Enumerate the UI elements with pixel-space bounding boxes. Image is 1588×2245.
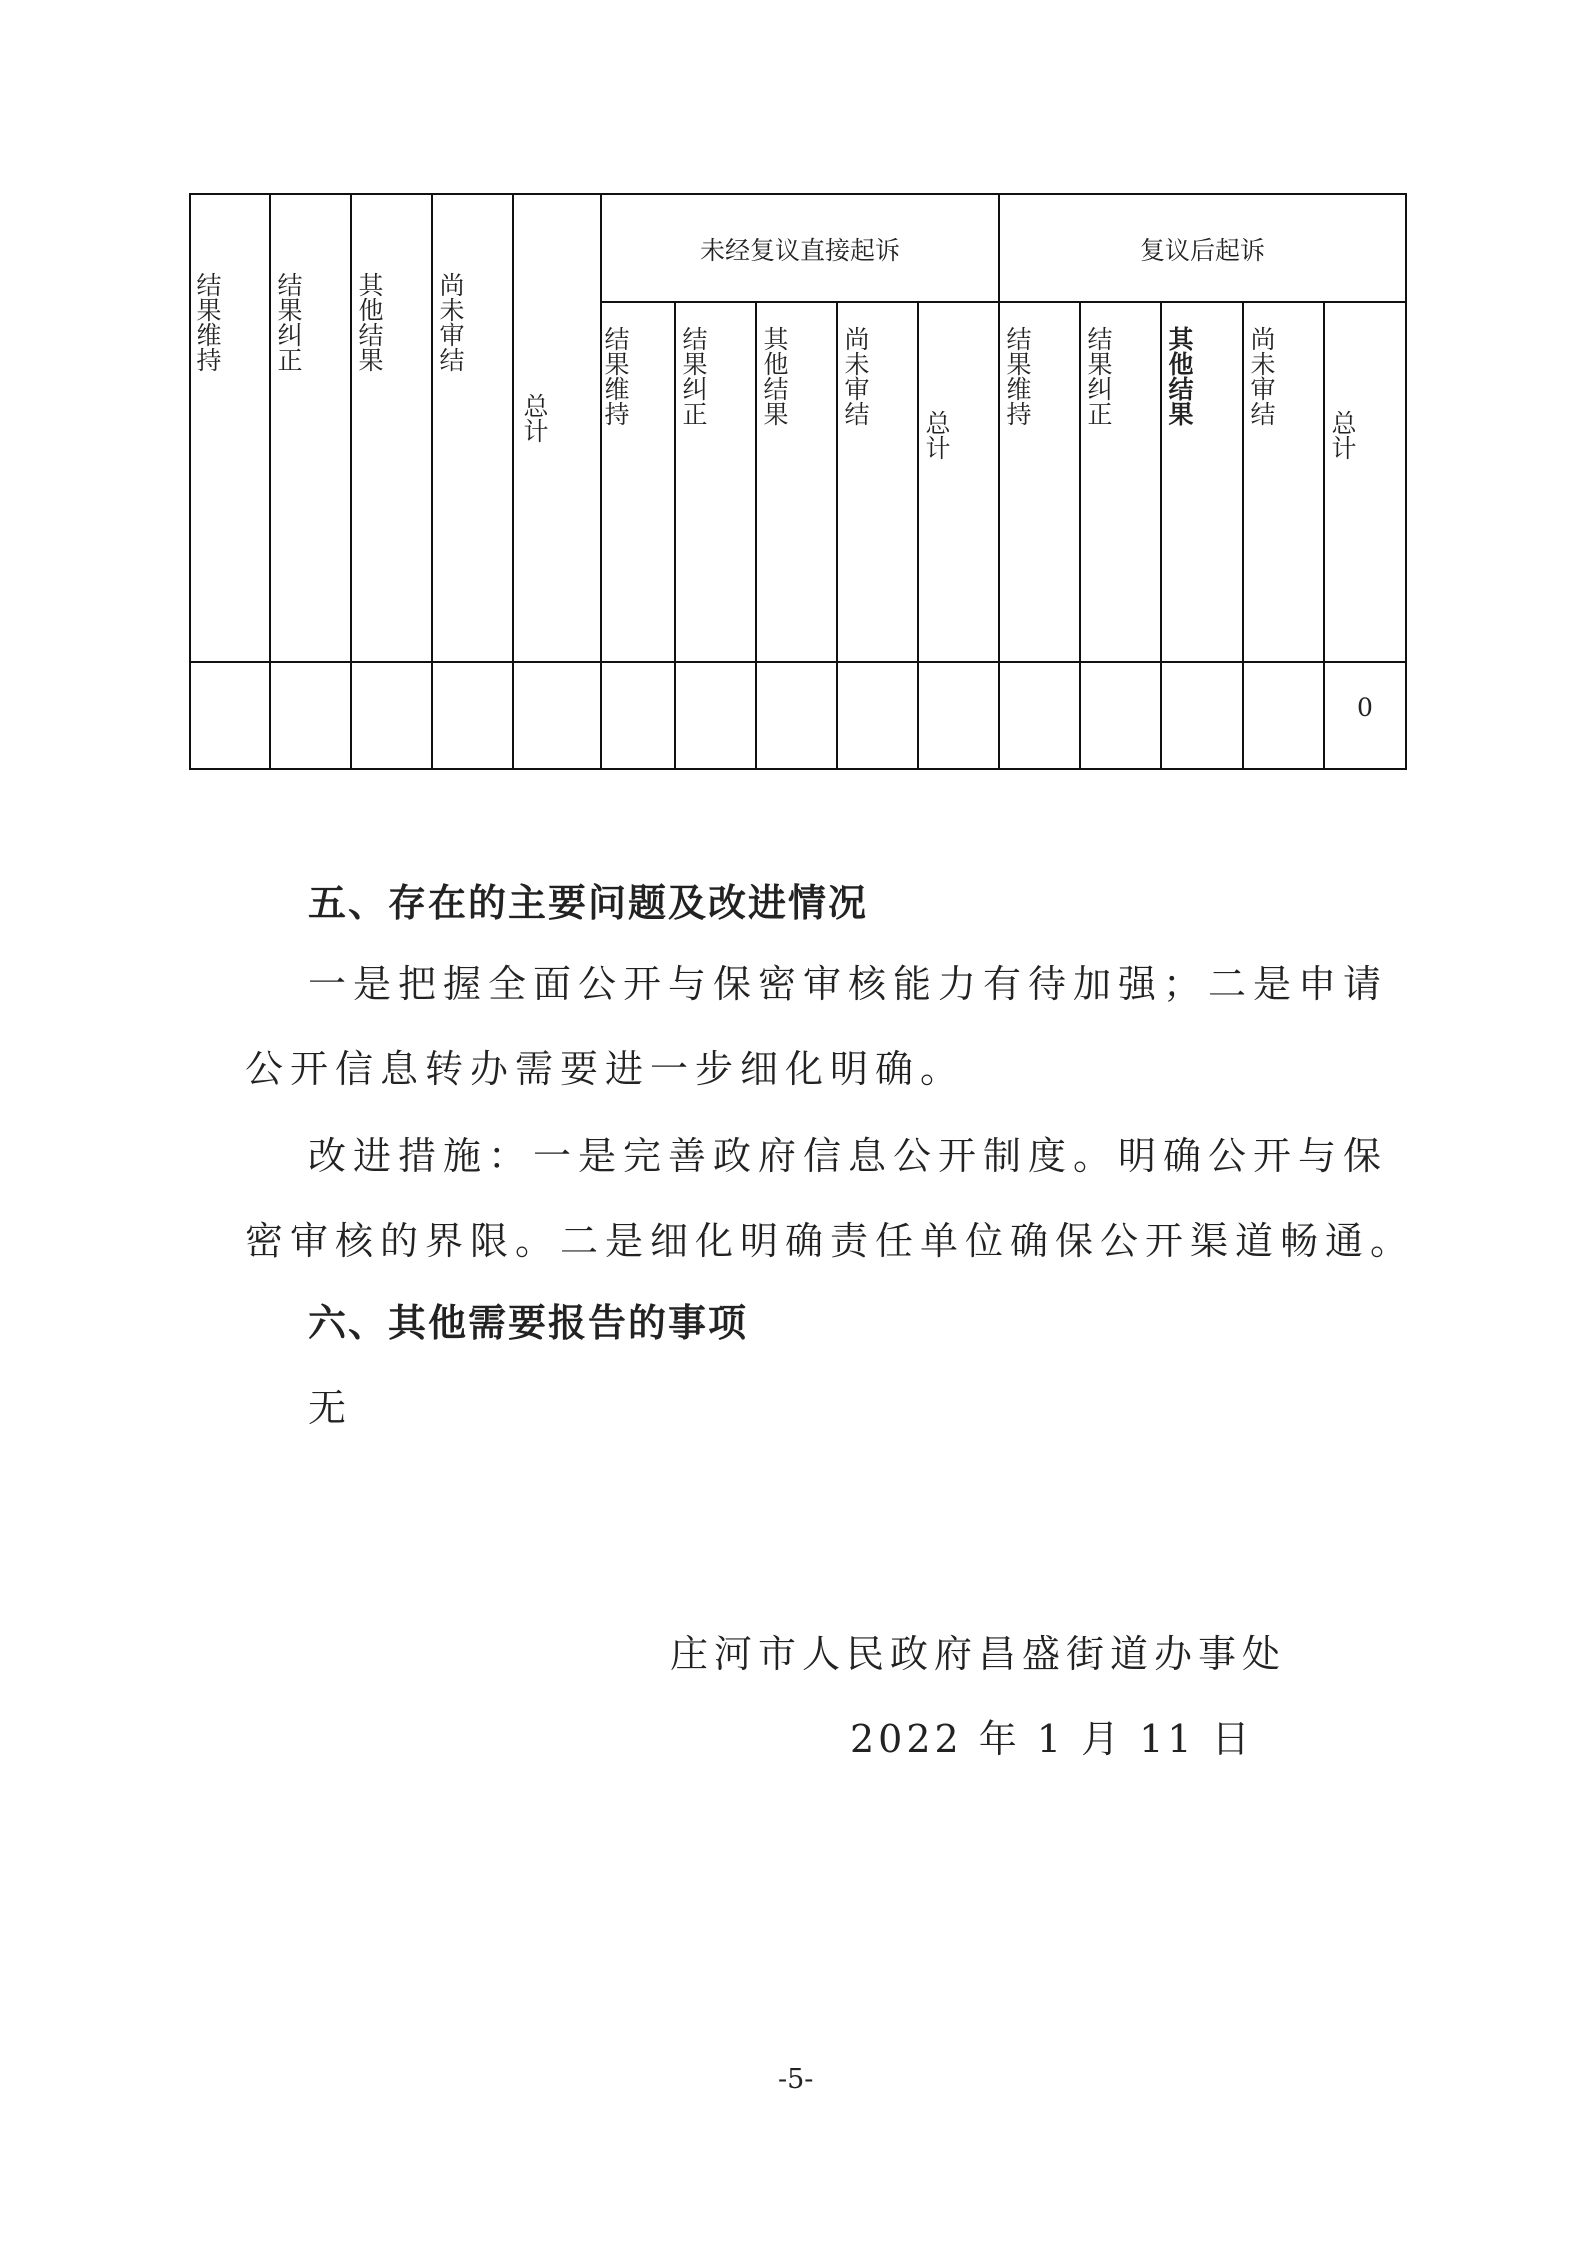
col-header: 结果维持 (1003, 326, 1032, 426)
col-header: 尚未审结 (841, 326, 870, 426)
litigation-table (189, 193, 1407, 770)
col-header: 尚未审结 (1247, 326, 1276, 426)
col-header: 结果纠正 (1084, 326, 1113, 426)
group-header-direct: 未经复议直接起诉 (699, 236, 900, 265)
col-header: 结果纠正 (274, 272, 303, 372)
group-header-after-review: 复议后起诉 (1139, 236, 1265, 265)
table-rule (602, 301, 1407, 303)
col-header: 尚未审结 (436, 272, 465, 372)
col-header: 其他结果 (1165, 326, 1194, 426)
table-rule (600, 193, 602, 770)
col-header: 总计 (520, 393, 549, 443)
paragraph-problems-line-2: 公开信息转办需要进一步细化明确。 (245, 1047, 966, 1091)
col-header: 结果纠正 (679, 326, 708, 426)
table-rule (917, 301, 919, 770)
table-rule (512, 193, 514, 770)
table-cell-total: 0 (1357, 693, 1373, 722)
paragraph-measures-line-1: 改进措施：一是完善政府信息公开制度。明确公开与保 (308, 1134, 1389, 1178)
section-5-heading: 五、存在的主要问题及改进情况 (308, 881, 869, 925)
col-header: 总计 (922, 410, 951, 460)
table-rule (189, 193, 1407, 195)
col-header: 结果维持 (601, 326, 630, 426)
col-header: 其他结果 (760, 326, 789, 426)
col-header: 结果维持 (193, 272, 222, 372)
paragraph-measures-line-2: 密审核的界限。二是细化明确责任单位确保公开渠道畅通。 (245, 1219, 1416, 1263)
table-rule (189, 768, 1407, 770)
section-6-heading: 六、其他需要报告的事项 (308, 1301, 749, 1345)
table-rule (1405, 193, 1407, 770)
table-rule (998, 193, 1000, 770)
table-rule (189, 661, 1407, 663)
col-header: 其他结果 (355, 272, 384, 372)
col-header: 总计 (1328, 410, 1357, 460)
signature-date: 2022 年 1 月 11 日 (850, 1717, 1254, 1761)
paragraph-problems-line-1: 一是把握全面公开与保密审核能力有待加强；二是申请 (308, 962, 1389, 1006)
signature-organization: 庄河市人民政府昌盛街道办事处 (670, 1632, 1287, 1676)
page-number: -5- (778, 2064, 814, 2095)
section-6-body: 无 (308, 1386, 354, 1430)
